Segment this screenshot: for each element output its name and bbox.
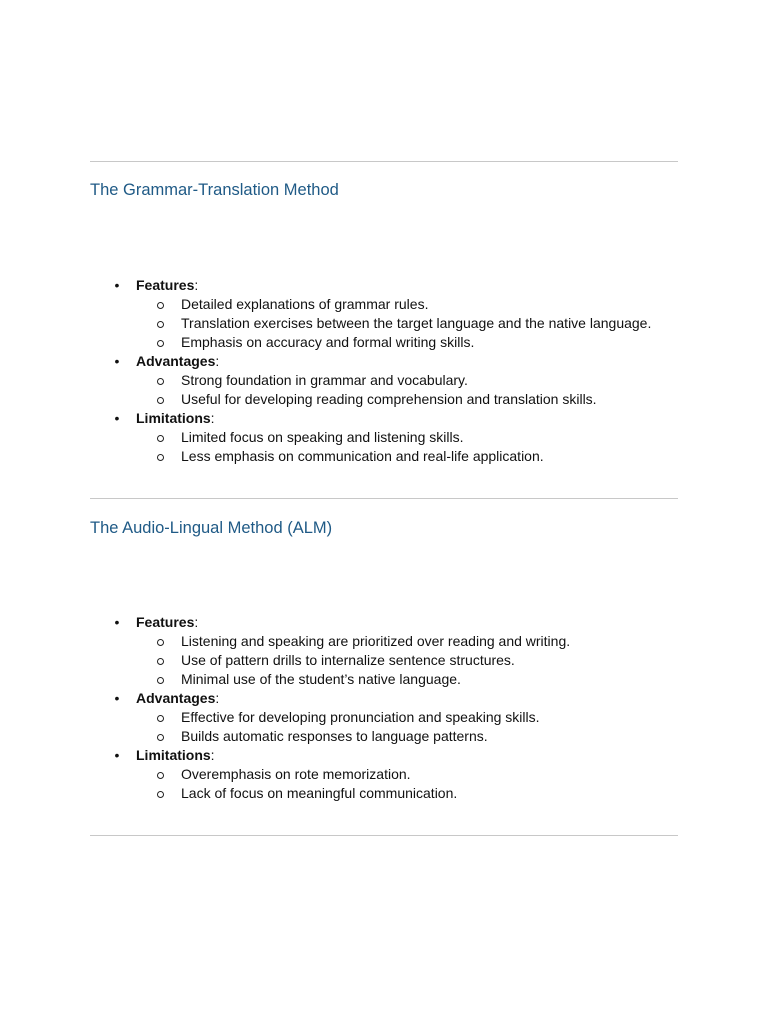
group-label: Advantages [136,353,216,369]
bullet-icon: • [114,614,120,630]
list-group-limitations [0,746,768,803]
list-item-text: Builds automatic responses to language patterns. [181,728,488,744]
list-item-text: Useful for developing reading comprehension and translation skills. [181,391,597,407]
list-item-text: Strong foundation in grammar and vocabulary. [181,372,468,388]
list-item [0,333,768,352]
bullet-icon: • [114,747,120,763]
group-colon: : [215,353,220,369]
section-list [0,613,768,803]
sub-list [0,708,768,746]
sub-list [0,428,768,466]
sub-list [0,295,768,352]
circle-bullet-icon [157,302,164,309]
list-group-advantages [0,689,768,746]
list-item [0,784,768,803]
sub-list [0,371,768,409]
list-item-text: Use of pattern drills to internalize sentence structures. [181,652,515,668]
list-item-text: Less emphasis on communication and real-life application. [181,448,544,464]
group-label: Limitations [136,747,211,763]
list-item [0,371,768,390]
list-group-features [0,613,768,689]
circle-bullet-icon [157,658,164,665]
group-colon: : [210,410,215,426]
list-item [0,314,768,333]
section-list [0,276,768,466]
circle-bullet-icon [157,715,164,722]
circle-bullet-icon [157,340,164,347]
list-item-text: Limited focus on speaking and listening skills. [181,429,464,445]
list-item [0,670,768,689]
group-colon: : [210,747,215,763]
group-colon: : [194,277,199,293]
list-item [0,651,768,670]
list-item-text: Effective for developing pronunciation and speaking skills. [181,709,540,725]
list-item [0,447,768,466]
sub-list [0,632,768,689]
section-title: The Audio-Lingual Method (ALM) [90,519,333,537]
list-item-text: Detailed explanations of grammar rules. [181,296,429,312]
list-item [0,727,768,746]
circle-bullet-icon [157,435,164,442]
list-item [0,632,768,651]
list-item-text: Overemphasis on rote memorization. [181,766,411,782]
circle-bullet-icon [157,454,164,461]
circle-bullet-icon [157,734,164,741]
circle-bullet-icon [157,791,164,798]
bullet-icon: • [114,690,120,706]
list-item [0,765,768,784]
list-item-text: Minimal use of the student’s native language. [181,671,461,687]
list-item-text: Listening and speaking are prioritized over reading and writing. [181,633,571,649]
group-label: Features [136,277,195,293]
bullet-icon: • [114,410,120,426]
group-label: Features [136,614,195,630]
group-colon: : [215,690,220,706]
list-item [0,428,768,447]
list-item-text: Lack of focus on meaningful communication. [181,785,458,801]
list-group-limitations [0,409,768,466]
group-colon: : [194,614,199,630]
circle-bullet-icon [157,397,164,404]
list-item [0,390,768,409]
list-item [0,295,768,314]
list-group-features [0,276,768,352]
circle-bullet-icon [157,677,164,684]
horizontal-rule [90,498,678,499]
section-title: The Grammar-Translation Method [90,181,339,199]
list-item [0,708,768,727]
circle-bullet-icon [157,772,164,779]
circle-bullet-icon [157,639,164,646]
list-group-advantages [0,352,768,409]
list-item-text: Emphasis on accuracy and formal writing skills. [181,334,475,350]
bullet-icon: • [114,277,120,293]
list-item-text: Translation exercises between the target language and the native language. [181,315,652,331]
circle-bullet-icon [157,321,164,328]
horizontal-rule [90,161,678,162]
horizontal-rule [90,835,678,836]
bullet-icon: • [114,353,120,369]
circle-bullet-icon [157,378,164,385]
group-label: Limitations [136,410,211,426]
sub-list [0,765,768,803]
group-label: Advantages [136,690,216,706]
